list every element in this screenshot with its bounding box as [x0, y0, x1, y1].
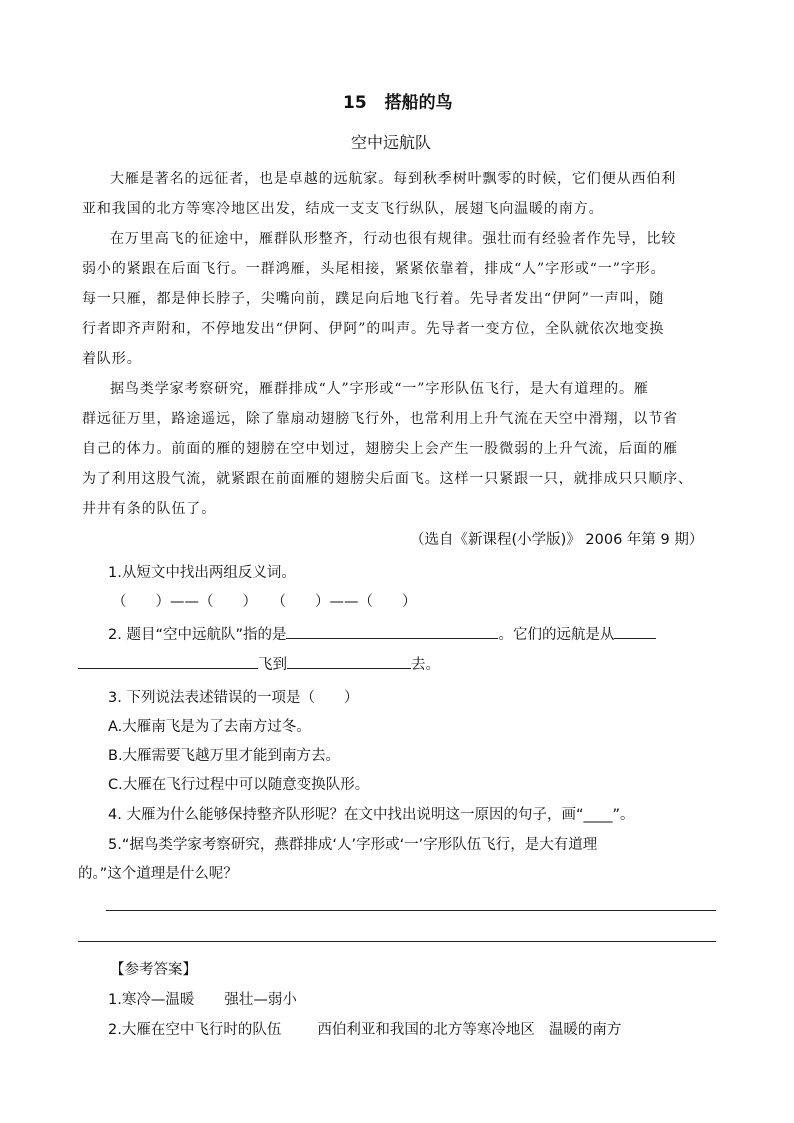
answer-line-1[interactable]	[106, 910, 716, 911]
answer-2	[108, 1018, 621, 1039]
question-2-text-a: 2. 题目“空中远航队”指的是	[108, 627, 287, 643]
answer-blank-2c[interactable]	[78, 654, 258, 669]
paragraph-3-line-2: 群远征万里，路途遥远，除了靠扇动翅膀飞行外，也常利用上升气流在天空中滑翔，以节省	[82, 411, 678, 427]
paragraph-2-line-2: 弱小的紧跟在后面飞行。一群鸿雁，头尾相接，紧紧依靠着，排成“人”字形或“一”字形。	[82, 261, 666, 277]
paragraph-2-line-4: 行者即齐声附和，不停地发出“伊阿、伊阿”的叫声。先导者一变方位，全队就依次地变换	[82, 321, 665, 337]
paragraph-3-line-3: 自己的体力。前面的雁的翅膀在空中划过，翅膀尖上会产生一股微弱的上升气流，后面的雁	[82, 441, 678, 457]
article-source: （选自《新课程(小学版)》 2006 年第 9 期）	[410, 532, 704, 548]
answer-blank-2d[interactable]	[287, 654, 411, 669]
lesson-number: 15	[343, 93, 367, 113]
paragraph-1-line-2: 亚和我国的北方等寒冷地区出发，结成一支支飞行纵队，展翅飞向温暖的南方。	[82, 201, 604, 217]
answer-blank-2b[interactable]	[614, 624, 656, 639]
paragraph-2-line-3: 每一只雁，都是伸长脖子，尖嘴向前，蹼足向后地飞行着。先导者发出“伊阿”一声叫，随	[82, 291, 665, 307]
question-2-text-b: 。它们的远航是从	[498, 627, 615, 643]
answer-2-part-b: 西伯利亚和我国的北方等寒冷地区	[317, 1022, 535, 1038]
question-2-text-c: 飞到	[258, 657, 287, 673]
question-5-line-2: 的。”这个道理是什么呢？	[78, 866, 238, 882]
question-1: 1.从短文中找出两组反义词。	[108, 565, 296, 581]
question-2-line-2	[78, 653, 440, 674]
question-2-text-d: 去。	[411, 657, 440, 673]
answer-line-2[interactable]	[78, 941, 716, 942]
question-1-blanks[interactable]: （ ）——（ ） （ ）——（ ）	[112, 594, 417, 610]
paragraph-3-line-4: 为了利用这股气流，就紧跟在前面雁的翅膀尖后面飞。这样一只紧跟一只，就排成只只顺序、	[82, 471, 693, 487]
answer-1-pair-b: 强壮—弱小	[224, 992, 297, 1008]
answer-2-part-a: 2.大雁在空中飞行时的队伍	[108, 1022, 282, 1038]
question-3-option-a[interactable]: A.大雁南飞是为了去南方过冬。	[108, 719, 311, 735]
paragraph-3-line-1: 据鸟类学家考察研究，雁群排成“人”字形或“一”字形队伍飞行，是大有道理的。雁	[110, 381, 649, 397]
lesson-title: 搭船的鸟	[384, 93, 453, 113]
answer-2-part-c: 温暖的南方	[548, 1022, 622, 1038]
answer-1-pair-a: 1.寒冷—温暖	[108, 992, 195, 1008]
answer-1	[108, 988, 297, 1009]
lesson-heading	[343, 88, 453, 113]
article-title: 空中远航队	[351, 133, 432, 152]
question-4: 4. 大雁为什么能够保持整齐队形呢？在文中找出说明这一原因的句子，画“____”。	[108, 807, 635, 823]
paragraph-3-line-5: 井井有条的队伍了。	[82, 501, 217, 517]
paragraph-1-line-1: 大雁是著名的远征者，也是卓越的远航家。每到秋季树叶飘零的时候，它们便从西伯利	[110, 171, 677, 187]
question-2-line-1	[108, 623, 656, 644]
paragraph-2-line-5: 着队形。	[82, 351, 142, 367]
question-3-option-c[interactable]: C.大雁在飞行过程中可以随意变换队形。	[108, 777, 370, 793]
answer-blank-2a[interactable]	[286, 624, 498, 639]
paragraph-2-line-1: 在万里高飞的征途中，雁群队形整齐，行动也很有规律。强壮而有经验者作先导，比较	[110, 231, 677, 247]
question-3: 3. 下列说法表述错误的一项是（ ）	[108, 690, 359, 706]
question-3-option-b[interactable]: B.大雁需要飞越万里才能到南方去。	[108, 748, 341, 764]
answers-heading: 【参考答案】	[110, 962, 197, 978]
question-5-line-1: 5.“据鸟类学家考察研究，燕群排成‘人’字形或‘一’字形队伍飞行，是大有道理	[108, 837, 598, 853]
